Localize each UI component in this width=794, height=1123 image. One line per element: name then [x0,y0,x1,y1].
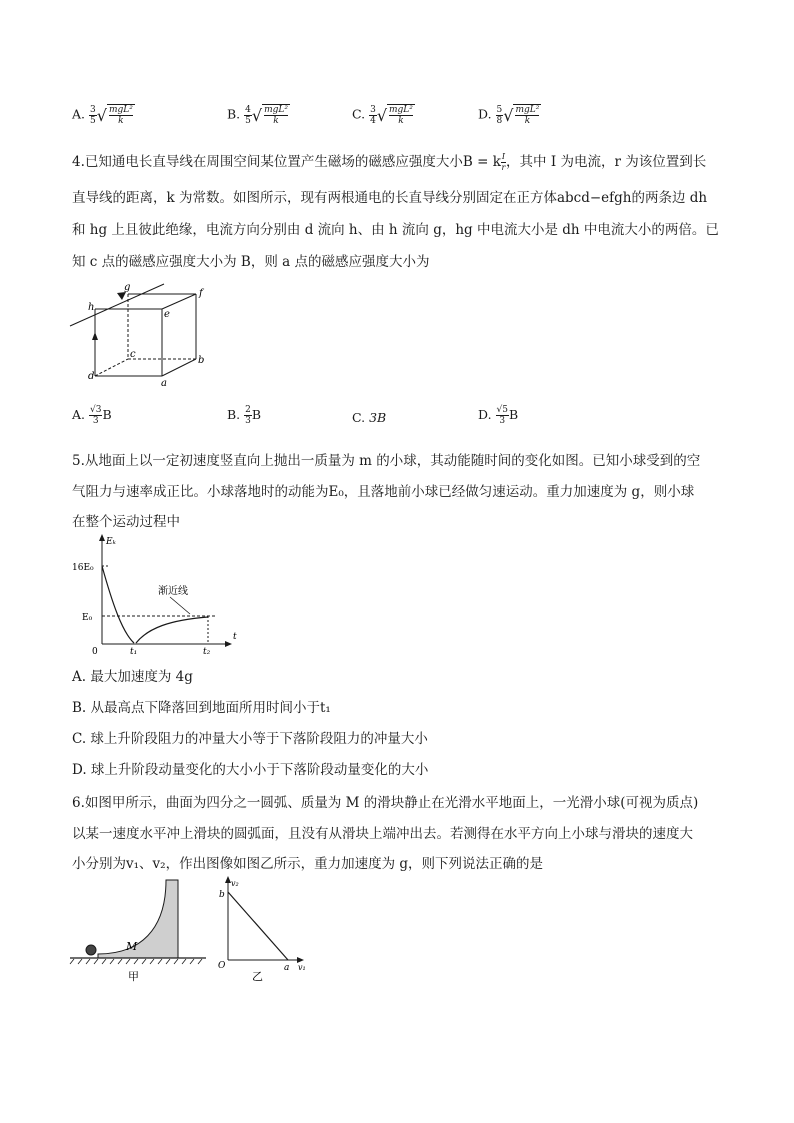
svg-text:E₀: E₀ [82,613,93,623]
q4-cube-figure [66,280,226,390]
q5-ek-time-graph [70,532,240,657]
q5-option-a: A. 最大加速度为 4g [72,669,193,685]
svg-text:O: O [218,961,226,971]
q4-option-c: C. 3B [352,410,387,425]
q6-stem-line-1: 6.如图甲所示，曲面为四分之一圆弧、质量为 M 的滑块静止在光滑水平地面上，一光滑小球(可视为质点) [72,795,699,811]
ek-rising-curve [102,566,134,643]
svg-text:t₁: t₁ [130,647,138,657]
q6-figure-yi [212,872,312,984]
svg-text:g: g [124,282,131,293]
q3-option-a: A. $\frac{3}{5}$ √ mgL² k [72,104,133,126]
q6-figure-jia [68,874,208,984]
q5-option-d: D. 球上升阶段动量变化的大小小于下落阶段动量变化的大小 [72,762,429,778]
svg-text:M: M [126,940,138,953]
q5-stem-line-3: 在整个运动过程中 [72,514,180,530]
q6-stem-line-2: 以某一速度水平冲上滑块的圆弧面，且没有从滑块上端冲出去。若测得在水平方向上小球与滑块的速度大 [72,826,693,842]
q5-stem-line-2: 气阻力与速率成正比。小球落地时的动能为E₀，且落地前小球已经做匀速运动。重力加速度为 g，则小球 [72,484,695,500]
arrow-hg-icon [117,292,126,300]
svg-text:v₁: v₁ [298,963,306,972]
svg-text:v₂: v₂ [231,879,239,888]
svg-text:0: 0 [92,647,98,657]
arrow-dh-icon [92,332,98,340]
q3-option-d: D. $\frac{5}{8}$ √ mgL² k [478,104,540,126]
q3-option-c: C. $\frac{3}{4}$ √ mgL² k [352,104,413,126]
svg-text:h: h [88,302,95,313]
svg-text:b: b [219,890,225,900]
q5-stem-line-1: 5.从地面上以一定初速度竖直向上抛出一质量为 m 的小球，其动能随时间的变化如图。已知小球受到的空 [72,453,701,469]
q5-option-c: C. 球上升阶段阻力的冲量大小等于下落阶段阻力的冲量大小 [72,731,428,747]
q4-stem-line-4: 知 c 点的磁感应强度大小为 B，则 a 点的磁感应强度大小为 [72,254,430,270]
q4-stem-line-3: 和 hg 上且彼此绝缘，电流方向分别由 d 流向 h、由 h 流向 g，hg 中电流大小是 dh 中电流大小的两倍。已 [72,222,719,238]
svg-text:a: a [284,963,290,973]
q3-option-b: B. $\frac{4}{5}$ √ mgL² k [227,104,288,126]
q4-stem-line-1: 4.已知通电长直导线在周围空间某位置产生磁场的磁感应强度大小B = k $\frac{I}{r}$，其中 I 为电流，r 为该位置到长 [72,152,707,172]
ball-icon [86,945,96,955]
svg-text:t: t [233,632,237,642]
q5-option-b: B. 从最高点下降落回到地面所用时间小于t₁ [72,700,331,716]
v2-v1-line [228,892,288,960]
svg-text:乙: 乙 [252,970,263,983]
svg-text:e: e [164,309,170,320]
svg-text:渐近线: 渐近线 [158,586,188,597]
q6-stem-line-3: 小分别为v₁、v₂，作出图像如图乙所示，重力加速度为 g，则下列说法正确的是 [72,856,544,872]
svg-text:f: f [199,288,203,299]
svg-text:b: b [198,355,205,366]
svg-text:c: c [130,349,136,360]
svg-text:t₂: t₂ [203,647,211,657]
svg-text:a: a [161,378,167,389]
slider-block [98,880,178,958]
svg-text:16E₀: 16E₀ [72,563,94,573]
q4-option-d: D. $\frac{√5}{3}$ B [478,405,519,426]
ek-falling-curve [136,617,208,643]
q4-stem-line-2: 直导线的距离，k 为常数。如图所示，现有两根通电的长直导线分别固定在正方体abcd−efgh的两条边 dh [72,190,708,206]
q4-option-a: A. $\frac{√3}{3}$ B [72,405,112,426]
svg-text:d: d [88,371,95,382]
svg-text:甲: 甲 [128,970,139,983]
q4-option-b: B. $\frac{2}{3}$ B [227,405,262,426]
svg-text:Eₖ: Eₖ [106,537,116,547]
